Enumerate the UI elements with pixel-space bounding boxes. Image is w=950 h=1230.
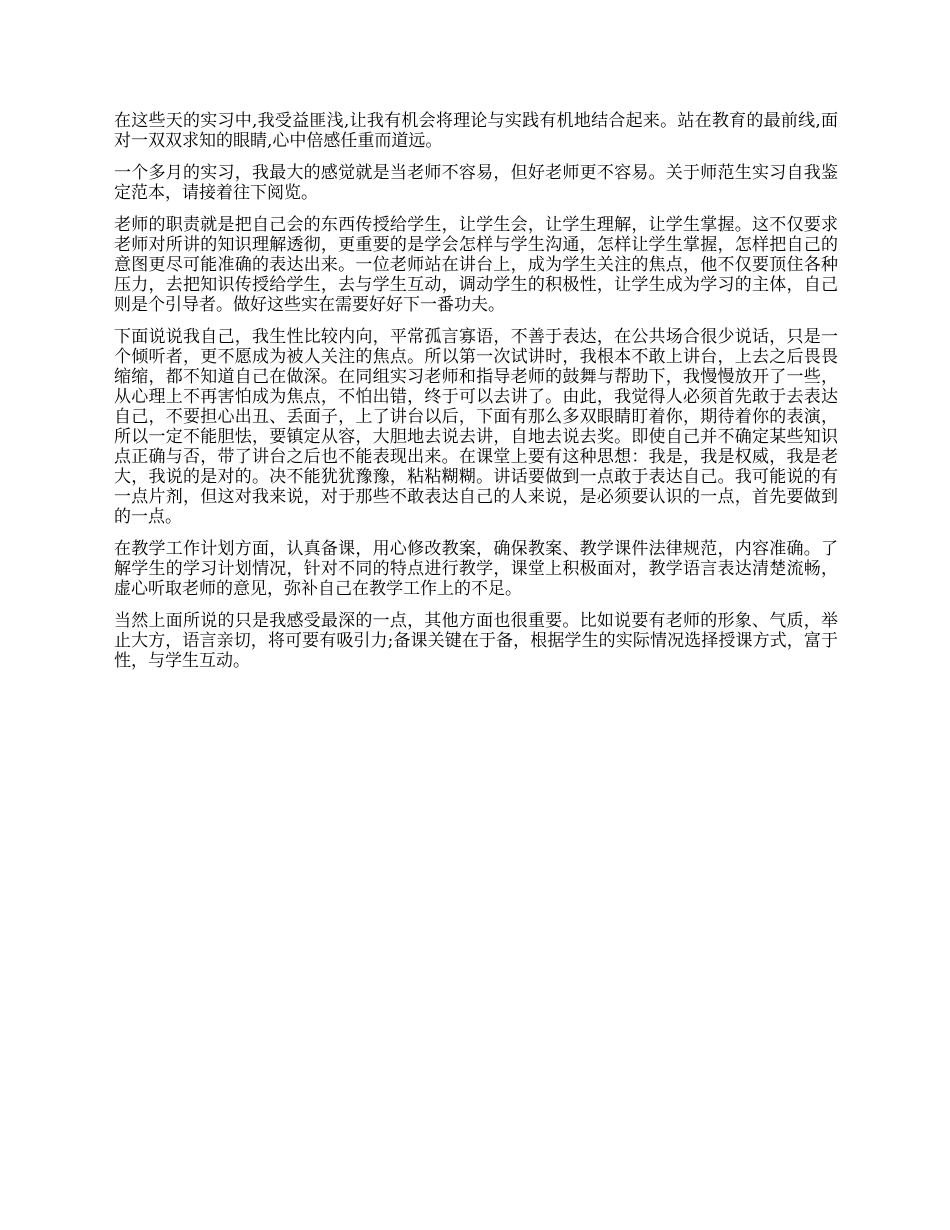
paragraph-2: 一个多月的实习，我最大的感觉就是当老师不容易，但好老师更不容易。关于师范生实习自我鉴定范本，请接着往下阅览。 <box>114 163 838 203</box>
paragraph-6: 当然上面所说的只是我感受最深的一点，其他方面也很重要。比如说要有老师的形象、气质，举止大方，语言亲切，将可要有吸引力;备课关键在于备，根据学生的实际情况选择授课方式，富于性，与学生互动。 <box>114 611 838 671</box>
paragraph-1: 在这些天的实习中,我受益匪浅,让我有机会将理论与实践有机地结合起来。站在教育的最前线,面对一双双求知的眼睛,心中倍感任重而道远。 <box>114 111 838 151</box>
paragraph-4: 下面说说我自己，我生性比较内向，平常孤言寡语，不善于表达，在公共场合很少说话，只是一个倾听者，更不愿成为被人关注的焦点。所以第一次试讲时，我根本不敢上讲台，上去之后畏畏缩缩，都不知道自己在做深。在同组实习老师和指导老师的鼓舞与帮助下，我慢慢放开了一些，从心理上不再害怕成为焦点，不怕出错，终于可以去讲了。由此，我觉得人必须首先敢于去表达自己，不要担心出丑、丢面子，上了讲台以后，下面有那么多双眼睛盯着你，期待着你的表演，所以一定不能胆怯，要镇定从容，大胆地去说去讲，自地去说去奖。即使自己并不确定某些知识点正确与否，带了讲台之后也不能表现出来。在课堂上要有这种思想：我是，我是权威，我是老大，我说的是对的。决不能犹犹豫豫，粘粘糊糊。讲话要做到一点敢于表达自己。我可能说的有一点片剂，但这对我来说，对于那些不敢表达自己的人来说，是必须要认识的一点，首先要做到的一点。 <box>114 327 838 527</box>
document-body <box>114 111 838 683</box>
paragraph-3: 老师的职责就是把自己会的东西传授给学生，让学生会，让学生理解，让学生掌握。这不仅要求老师对所讲的知识理解透彻，更重要的是学会怎样与学生沟通，怎样让学生掌握，怎样把自己的意图更尽可能准确的表达出来。一位老师站在讲台上，成为学生关注的焦点，他不仅要顶住各种压力，去把知识传授给学生，去与学生互动，调动学生的积极性，让学生成为学习的主体，自己则是个引导者。做好这些实在需要好好下一番功夫。 <box>114 215 838 315</box>
paragraph-5: 在教学工作计划方面，认真备课，用心修改教案，确保教案、教学课件法律规范，内容准确。了解学生的学习计划情况，针对不同的特点进行教学，课堂上积极面对，教学语言表达清楚流畅，虚心听取老师的意见，弥补自己在教学工作上的不足。 <box>114 539 838 599</box>
